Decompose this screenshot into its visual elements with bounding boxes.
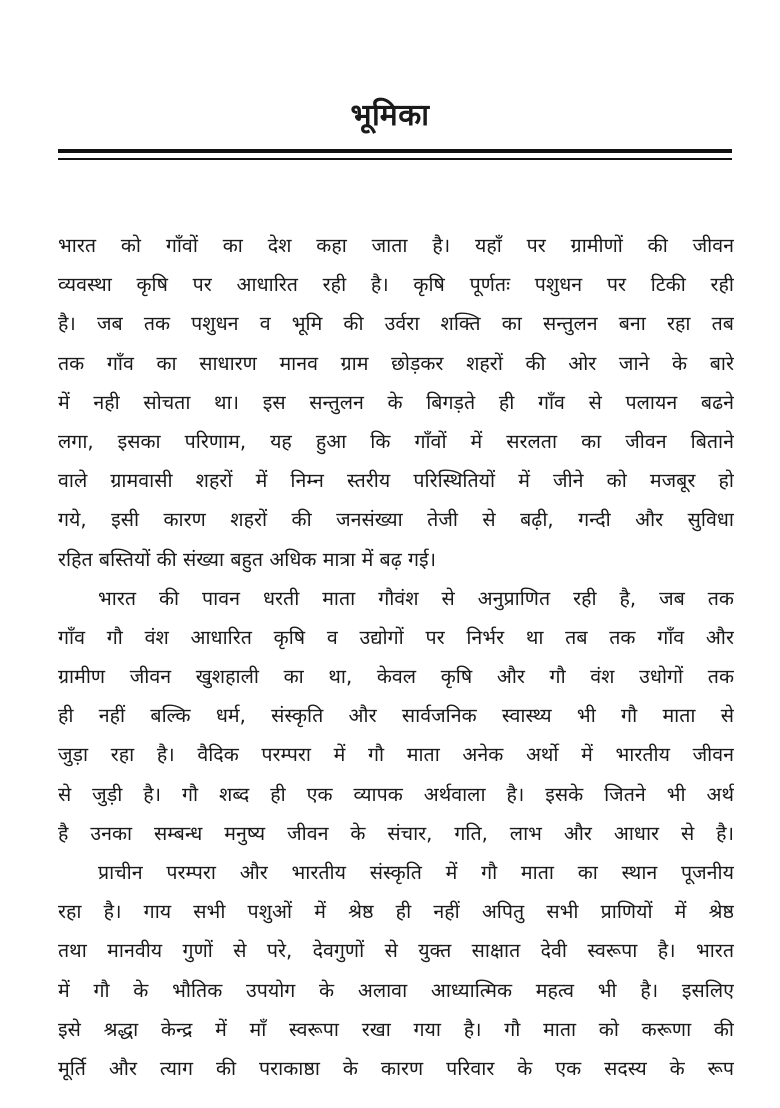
text-line: तक गाँव का साधारण मानव ग्राम छोड़कर शहरों की ओर जाने के बारे [58,351,734,375]
body-text [58,226,734,1088]
text-line: लगा, इसका परिणाम, यह हुआ कि गाँवों में सरलता का जीवन बिताने [58,429,734,453]
text-line: रहित बस्तियों की संख्या बहुत अधिक मात्रा में बढ़ गई। [58,547,437,571]
text-line: मूर्ति और त्याग की पराकाष्ठा के कारण परिवार के एक सदस्य के रूप [58,1056,734,1080]
text-line: है। जब तक पशुधन व भूमि की उर्वरा शक्ति का सन्तुलन बना रहा तब [58,312,734,336]
text-line: गाँव गौ वंश आधारित कृषि व उद्योगों पर निर्भर था तब तक गाँव और [58,625,734,649]
text-line: वाले ग्रामवासी शहरों में निम्न स्तरीय परिस्थितियों में जीने को मजबूर हो [58,469,734,493]
text-line: में गौ के भौतिक उपयोग के अलावा आध्यात्मिक महत्व भी है। इसलिए [58,978,734,1002]
text-line: ही नहीं बल्कि धर्म, संस्कृति और सार्वजनिक स्वास्थ्य भी गौ माता से [58,704,734,728]
text-line: है उनका सम्बन्ध मनुष्य जीवन के संचार, गति, लाभ और आधार से है। [58,821,734,845]
text-line: गये, इसी कारण शहरों की जनसंख्या तेजी से बढ़ी, गन्दी और सुविधा [58,508,734,532]
text-line: रहा है। गाय सभी पशुओं में श्रेष्ठ ही नहीं अपितु सभी प्राणियों में श्रेष्ठ [58,900,734,924]
paragraph-1 [58,226,734,579]
text-line: व्यवस्था कृषि पर आधारित रही है। कृषि पूर्णतः पशुधन पर टिकी रही [58,273,734,297]
text-line: भारत की पावन धरती माता गौवंश से अनुप्राणित रही है, जब तक [98,586,734,610]
text-line: में नही सोचता था। इस सन्तुलन के बिगड़ते ही गाँव से पलायन बढने [58,390,734,414]
text-line: जुड़ा रहा है। वैदिक परम्परा में गौ माता अनेक अर्थो में भारतीय जीवन [58,743,734,767]
text-line: ग्रामीण जीवन खुशहाली का था, केवल कृषि और गौ वंश उधोगों तक [58,665,734,689]
text-line: तथा मानवीय गुणों से परे, देवगुणों से युक्त साक्षात देवी स्वरूपा है। भारत [58,939,734,963]
text-line: प्राचीन परम्परा और भारतीय संस्कृति में गौ माता का स्थान पूजनीय [98,861,734,884]
title-rule-thick [58,149,732,153]
text-line: भारत को गाँवों का देश कहा जाता है। यहाँ पर ग्रामीणों की जीवन [58,234,734,257]
text-line: इसे श्रद्धा केन्द्र में माँ स्वरूपा रखा गया है। गौ माता को करूणा की [58,1017,734,1041]
text-line: से जुड़ी है। गौ शब्द ही एक व्यापक अर्थवाला है। इसके जितने भी अर्थ [58,782,734,806]
page-title: भूमिका [350,98,430,133]
paragraph-2 [58,579,734,853]
title-rule-thin [58,158,732,160]
paragraph-3 [58,853,734,1088]
